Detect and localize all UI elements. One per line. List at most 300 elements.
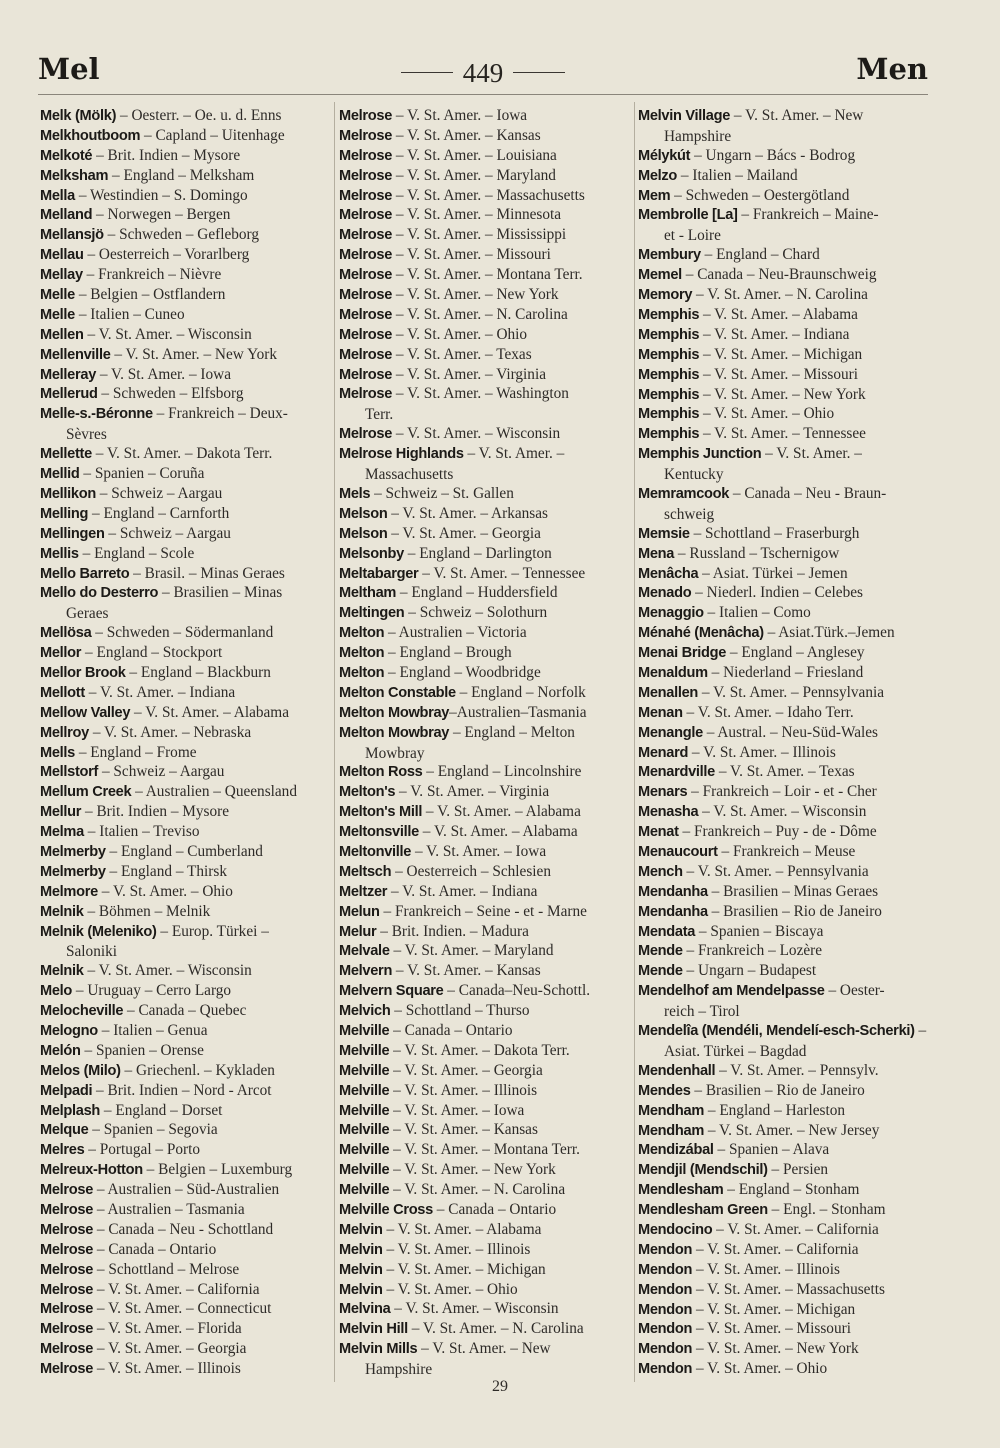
gazetteer-entry: [638, 245, 930, 265]
entry-location: – Frankreich – Loir - et - Cher: [687, 783, 877, 801]
entry-location: –Australien–Tasmania: [449, 703, 587, 721]
gazetteer-entry: [638, 802, 930, 822]
gazetteer-entry: [638, 404, 930, 424]
entry-location: – England – Carnforth: [88, 504, 230, 522]
entry-location: – Brit. Indien. – Madura: [376, 922, 529, 940]
entry-location: – V. St. Amer. – New York: [389, 1161, 556, 1179]
entry-location: – V. St. Amer. – New York: [110, 345, 277, 363]
entry-location: – V. St. Amer. – Wisconsin: [83, 962, 252, 980]
entry-location: – Brasilien – Minas: [158, 584, 283, 602]
gazetteer-entry: [638, 424, 930, 444]
entry-headword: Menâcha: [638, 565, 699, 582]
entry-headword: Melvern Square: [339, 983, 444, 1000]
entry-headword: Mellow Valley: [40, 704, 131, 721]
entry-headword: Mendata: [638, 923, 696, 940]
gazetteer-entry: [40, 743, 328, 763]
entry-headword: Melkhoutboom: [40, 127, 141, 144]
entry-location: – V. St. Amer. – New: [417, 1340, 551, 1358]
entry-location: – V. St. Amer. – Wisconsin: [392, 425, 561, 443]
gazetteer-entry: [339, 663, 632, 683]
entry-location: – Engl. – Stonham: [767, 1201, 886, 1219]
entry-location: – V. St. Amer. – Illinois: [688, 743, 836, 761]
header-left-keyword: Mel: [38, 52, 100, 86]
entry-location: – V. St. Amer. – Alabama: [422, 803, 581, 821]
entry-headword: Mem: [638, 187, 671, 204]
entry-location: – V. St. Amer. – Maryland: [392, 166, 556, 184]
gazetteer-entry: [339, 822, 632, 842]
entry-headword: Melrose: [339, 247, 393, 264]
entry-headword: Melton's Mill: [339, 804, 423, 821]
entry-location: – Ungarn – Budapest: [682, 962, 817, 980]
entry-headword: Menaggio: [638, 605, 704, 622]
gazetteer-entry: [339, 583, 632, 603]
entry-location: – Italien – Mailand: [677, 166, 798, 184]
entry-location: – Niederland – Friesland: [707, 664, 864, 681]
entry-headword: Melrose: [339, 187, 393, 204]
gazetteer-entry: [339, 762, 632, 782]
gazetteer-entry: [638, 723, 930, 743]
entry-continuation: Hampshire: [664, 127, 732, 145]
gazetteer-entry: [40, 1041, 328, 1061]
entry-headword: Mendelîa (Mendéli, Mendelí-esch-Scherki): [638, 1023, 915, 1040]
entry-location: – Spanien – Segovia: [88, 1121, 218, 1139]
entry-location: – Böhmen – Melnik: [83, 902, 211, 920]
entry-headword: Melres: [40, 1142, 85, 1159]
entry-location: – Canada – Ontario: [93, 1240, 217, 1258]
gazetteer-entry: [339, 444, 632, 484]
entry-location: – V. St. Amer. –: [463, 445, 565, 463]
gazetteer-entry: [638, 822, 930, 842]
gazetteer-entry: [40, 623, 328, 643]
gazetteer-entry: [40, 484, 328, 504]
gazetteer-entry: [638, 265, 930, 285]
entry-location: – V. St. Amer. – Michigan: [692, 1300, 856, 1318]
gazetteer-entry: [638, 1180, 930, 1200]
entry-location: – V. St. Amer. – Ohio: [97, 882, 233, 900]
entry-headword: Mendelhof am Mendelpasse: [638, 983, 825, 1000]
entry-headword: Menars: [638, 784, 688, 801]
entry-location: – Russland – Tschernigow: [674, 544, 840, 562]
gazetteer-entry: [40, 265, 328, 285]
entry-headword: Meltzer: [339, 883, 388, 900]
entry-location: – England – Brough: [384, 644, 512, 662]
entry-location: – England – Melksham: [108, 166, 255, 184]
entry-location: – V. St. Amer. – Wisconsin: [390, 1300, 559, 1318]
entry-headword: Melvin: [339, 1221, 383, 1238]
entry-location: – V. St. Amer. – Pennsylv.: [715, 1061, 879, 1079]
entry-headword: Mellau: [40, 247, 84, 264]
entry-location: – V. St. Amer. – Montana Terr.: [389, 1141, 580, 1159]
entry-location: – V. St. Amer. – Wisconsin: [83, 325, 252, 343]
entry-location: – V. St. Amer. – Wisconsin: [698, 803, 867, 821]
entry-location: – Brasil. – Minas Geraes: [129, 564, 285, 582]
gazetteer-entry: [40, 345, 328, 365]
entry-location: – Schweden – Gefleborg: [103, 226, 260, 244]
entry-headword: Melville Cross: [339, 1202, 433, 1219]
entry-headword: Melvin: [339, 1241, 383, 1258]
entry-headword: Melson: [339, 525, 388, 542]
gazetteer-entry: [40, 444, 328, 464]
gazetteer-entry: [339, 504, 632, 524]
gazetteer-entry: [40, 703, 328, 723]
entry-headword: Melrose: [339, 147, 393, 164]
gazetteer-entry: [40, 1061, 328, 1081]
gazetteer-entry: [40, 762, 328, 782]
gazetteer-entry: [40, 365, 328, 385]
entry-headword: Melville: [339, 1062, 390, 1079]
entry-location: – V. St. Amer. – New: [730, 107, 864, 124]
entry-headword: Memphis: [638, 346, 700, 363]
entry-location: – V. St. Amer. – N. Carolina: [392, 305, 568, 323]
gazetteer-entry: [40, 1260, 328, 1280]
gazetteer-entry: [40, 961, 328, 981]
entry-continuation: Asiat. Türkei – Bagdad: [664, 1042, 807, 1060]
gazetteer-entry: [339, 126, 632, 146]
entry-headword: Melma: [40, 824, 84, 841]
entry-location: – Belgien – Ostflandern: [75, 286, 226, 304]
gazetteer-entry: [638, 922, 930, 942]
entry-continuation: Hampshire: [365, 1361, 433, 1379]
entry-location: – V. St. Amer. – Georgia: [389, 1061, 543, 1079]
entries-column-3: [638, 106, 930, 1379]
entry-location: – Spanien – Biscaya: [695, 922, 824, 940]
entry-location: – V. St. Amer. – New Jersey: [704, 1121, 880, 1139]
entry-location: – Belgien – Luxemburg: [142, 1161, 293, 1179]
gazetteer-entry: [40, 583, 328, 623]
gazetteer-entry: [638, 1359, 930, 1379]
gazetteer-entry: [40, 1299, 328, 1319]
gazetteer-entry: [40, 1081, 328, 1101]
gazetteer-entry: [638, 1300, 930, 1320]
entry-location: – England – Scole: [78, 544, 195, 562]
entry-headword: Melvin: [339, 1281, 383, 1298]
entry-location: –: [914, 1022, 927, 1040]
entry-continuation: Massachusetts: [365, 466, 454, 484]
entry-location: – V. St. Amer. – Pennsylvania: [682, 862, 869, 880]
entry-headword: Mendon: [638, 1241, 693, 1258]
entry-headword: Melrose: [339, 426, 393, 443]
entry-headword: Melrose: [339, 326, 393, 343]
entry-headword: Melling: [40, 505, 89, 522]
entry-location: – England – Stockport: [81, 644, 223, 662]
entry-headword: Mellott: [40, 684, 85, 701]
gazetteer-entry: [339, 1280, 632, 1300]
entry-location: – Brasilien – Rio de Janeiro: [707, 902, 882, 920]
gazetteer-entry: [40, 1101, 328, 1121]
entry-headword: Mendham: [638, 1102, 705, 1119]
entry-location: – Italien – Genua: [97, 1022, 208, 1040]
entry-location: – V. St. Amer. – Michigan: [699, 345, 863, 363]
entry-location: – Canada – Neu-Braunschweig: [681, 266, 877, 284]
gazetteer-entry: [339, 166, 632, 186]
gazetteer-entry: [339, 1200, 632, 1220]
gazetteer-entry: [339, 365, 632, 385]
entry-headword: Melton: [339, 664, 385, 681]
gazetteer-entry: [339, 1299, 632, 1319]
entry-headword: Menasha: [638, 804, 699, 821]
entry-headword: Melun: [339, 903, 380, 920]
entry-continuation: Terr.: [365, 406, 394, 424]
entry-headword: Mello Barreto: [40, 565, 130, 582]
entry-headword: Memsie: [638, 525, 690, 542]
gazetteer-entry: [638, 1061, 930, 1081]
entry-location: – V. St. Amer. – Michigan: [382, 1260, 546, 1278]
gazetteer-entry: [339, 524, 632, 544]
entry-headword: Melocheville: [40, 1003, 124, 1020]
gazetteer-entry: [339, 484, 632, 504]
entry-headword: Mellay: [40, 267, 83, 284]
entry-headword: Meltsch: [339, 863, 392, 880]
gazetteer-entry: [40, 544, 328, 564]
entry-continuation: reich – Tirol: [664, 1003, 740, 1021]
entry-location: – V. St. Amer. – California: [93, 1280, 260, 1298]
column-divider: [334, 102, 335, 1382]
entry-headword: Mendes: [638, 1082, 691, 1099]
gazetteer-entry: [40, 782, 328, 802]
gazetteer-entry: [40, 1120, 328, 1140]
gazetteer-entry: [339, 325, 632, 345]
gazetteer-entry: [339, 941, 632, 961]
entry-headword: Mells: [40, 744, 75, 761]
entry-headword: Melrose: [339, 227, 393, 244]
entry-location: – Canada – Ontario: [389, 1022, 513, 1040]
entry-headword: Mendlesham: [638, 1182, 724, 1199]
page-number: 449: [462, 57, 504, 88]
entry-location: – Spanien – Coruña: [79, 465, 205, 483]
gazetteer-entry: [339, 544, 632, 564]
entry-headword: Mendon: [638, 1281, 693, 1298]
gazetteer-entry: [638, 603, 930, 623]
entry-location: – Europ. Türkei –: [156, 922, 269, 940]
gazetteer-entry: [339, 384, 632, 424]
gazetteer-entry: [638, 1280, 930, 1300]
entry-location: – V. St. Amer. – N. Carolina: [407, 1320, 584, 1338]
entry-headword: Melville: [339, 1042, 390, 1059]
entry-headword: Melrose: [339, 346, 393, 363]
entry-headword: Melton Mowbray: [339, 724, 450, 741]
entry-location: – V. St. Amer. – Kansas: [389, 1121, 538, 1139]
gazetteer-entry: [638, 663, 930, 683]
entry-headword: Menat: [638, 824, 679, 841]
entry-headword: Mench: [638, 863, 683, 880]
gazetteer-entry: [40, 663, 328, 683]
entry-headword: Menangle: [638, 724, 703, 741]
entry-headword: Memphis: [638, 406, 700, 423]
gazetteer-entry: [638, 1101, 930, 1121]
entry-headword: Melvina: [339, 1301, 391, 1318]
entry-headword: Melville: [339, 1102, 390, 1119]
entry-location: – Oesterreich – Vorarlberg: [83, 246, 250, 264]
entry-headword: Melzo: [638, 167, 678, 184]
entry-location: – V. St. Amer. – Georgia: [93, 1340, 247, 1358]
gazetteer-entry: [40, 464, 328, 484]
gazetteer-entry: [339, 1061, 632, 1081]
entry-headword: Melreux-Hotton: [40, 1162, 143, 1179]
entry-location: – V. St. Amer. – Kansas: [392, 962, 541, 980]
entry-headword: Mellansjö: [40, 227, 104, 244]
entry-headword: Meltabarger: [339, 565, 419, 582]
entry-headword: Menallen: [638, 684, 699, 701]
entry-headword: Melnik (Meleniko): [40, 923, 157, 940]
entry-location: – V. St. Amer. – Arkansas: [387, 504, 548, 522]
entry-location: – V. St. Amer. – Illinois: [382, 1240, 531, 1258]
gazetteer-entry: [638, 643, 930, 663]
gazetteer-entry: [339, 146, 632, 166]
entry-location: – V. St. Amer. – Alabama: [418, 823, 578, 841]
entry-location: – Brit. Indien – Mysore: [81, 803, 230, 821]
gazetteer-entry: [339, 245, 632, 265]
entry-location: – Schweiz – St. Gallen: [370, 484, 514, 502]
gazetteer-entry: [339, 1101, 632, 1121]
entry-location: – V. St. Amer. – Indiana: [387, 882, 538, 900]
gazetteer-entry: [339, 643, 632, 663]
entry-headword: Menado: [638, 585, 692, 602]
entry-headword: Mella: [40, 187, 75, 204]
entry-location: – V. St. Amer. – Iowa: [389, 1101, 525, 1119]
entry-headword: Melvin Mills: [339, 1341, 418, 1358]
gazetteer-entry: [638, 743, 930, 763]
entry-location: – Ungarn – Bács - Bodrog: [690, 146, 856, 164]
entry-continuation: schweig: [664, 505, 715, 523]
entry-location: – V. St. Amer. – Ohio: [392, 325, 528, 343]
entry-headword: Mellenville: [40, 346, 111, 363]
gazetteer-entry: [40, 305, 328, 325]
entry-headword: Melos (Milo): [40, 1062, 121, 1079]
gazetteer-entry: [638, 1021, 930, 1061]
entry-location: – Australien – Victoria: [384, 624, 527, 642]
entry-headword: Melmerby: [40, 863, 106, 880]
entry-headword: Melnik: [40, 963, 84, 980]
entry-headword: Mendham: [638, 1122, 705, 1139]
entry-headword: Mellid: [40, 466, 80, 483]
gazetteer-entry: [339, 225, 632, 245]
entry-location: – Persien: [767, 1161, 829, 1179]
gazetteer-entry: [40, 683, 328, 703]
entry-location: – V. St. Amer. – New York: [392, 286, 559, 304]
entry-headword: Meltonsville: [339, 824, 419, 841]
entry-headword: Melur: [339, 923, 377, 940]
entry-headword: Mellingen: [40, 525, 105, 542]
entry-location: – V. St. Amer. – N. Carolina: [692, 286, 868, 304]
entries-column-2: [339, 106, 632, 1379]
gazetteer-entry: [638, 365, 930, 385]
gazetteer-entry: [638, 106, 930, 146]
gazetteer-entry: [339, 1081, 632, 1101]
gazetteer-entry: [339, 683, 632, 703]
entry-location: – V. St. Amer. – Georgia: [387, 524, 541, 542]
gazetteer-entry: [638, 285, 930, 305]
entry-location: – V. St. Amer. – New York: [692, 1340, 859, 1358]
gazetteer-entry: [339, 1160, 632, 1180]
entry-headword: Membrolle [La]: [638, 207, 738, 224]
gazetteer-entry: [40, 225, 328, 245]
entry-headword: Melrose: [40, 1341, 94, 1358]
gazetteer-entry: [40, 384, 328, 404]
gazetteer-entry: [339, 1140, 632, 1160]
entry-headword: Melogno: [40, 1023, 98, 1040]
entry-location: – Griechenl. – Kykladen: [120, 1061, 275, 1079]
gazetteer-entry: [339, 981, 632, 1001]
entry-location: – V. St. Amer. – Iowa: [96, 365, 232, 383]
gazetteer-entry: [638, 703, 930, 723]
entry-headword: Mels: [339, 485, 371, 502]
entry-location: – England – Huddersfield: [396, 584, 558, 602]
gazetteer-entry: [638, 444, 930, 484]
entry-headword: Mellösa: [40, 625, 92, 642]
entry-headword: Melnik: [40, 903, 84, 920]
gazetteer-entry: [40, 205, 328, 225]
gazetteer-entry: [638, 146, 930, 166]
entry-location: – V. St. Amer. – Mississippi: [392, 226, 567, 244]
entry-headword: Melpadi: [40, 1082, 93, 1099]
entry-location: – V. St. Amer. – Dakota Terr.: [389, 1041, 570, 1059]
entry-headword: Memphis: [638, 306, 700, 323]
entry-continuation: Saloniki: [66, 943, 117, 961]
entry-headword: Melrose: [40, 1361, 94, 1378]
gazetteer-entry: [40, 1240, 328, 1260]
entry-location: – V. St. Amer. – Washington: [392, 385, 569, 403]
gazetteer-entry: [339, 1319, 632, 1339]
entry-location: – Brasilien – Rio de Janeiro: [690, 1081, 865, 1099]
entry-location: – V. St. Amer. – Illinois: [93, 1360, 241, 1378]
entry-headword: Melvern: [339, 963, 393, 980]
entry-location: – Schweden – Södermanland: [91, 624, 274, 642]
entry-headword: Melrose: [40, 1241, 94, 1258]
gazetteer-entry: [638, 1200, 930, 1220]
header-dash-right: [513, 72, 565, 73]
gazetteer-entry: [339, 1021, 632, 1041]
gazetteer-entry: [40, 245, 328, 265]
gazetteer-entry: [638, 544, 930, 564]
gazetteer-entry: [339, 802, 632, 822]
gazetteer-entry: [40, 1200, 328, 1220]
gazetteer-entry: [638, 345, 930, 365]
entry-headword: Melrose: [339, 127, 393, 144]
entry-headword: Melvin: [339, 1261, 383, 1278]
entry-location: – Portugal – Porto: [84, 1141, 201, 1159]
gazetteer-entry: [339, 1240, 632, 1260]
entry-location: – Canada–Neu-Schottl.: [443, 982, 591, 1000]
entry-location: – Austral. – Neu-Süd-Wales: [702, 723, 878, 741]
gazetteer-entry: [638, 782, 930, 802]
entry-location: – Schottland – Fraserburgh: [689, 524, 860, 542]
gazetteer-entry: [40, 882, 328, 902]
gazetteer-entry: [339, 603, 632, 623]
gazetteer-entry: [638, 1339, 930, 1359]
entry-location: – Schottland – Melrose: [93, 1260, 240, 1278]
entry-headword: Mélykút: [638, 147, 691, 164]
entry-location: – V. St. Amer. –: [761, 445, 862, 463]
entry-location: – V. St. Amer. – Massachusetts: [692, 1280, 885, 1298]
entry-headword: Melrose: [339, 306, 393, 323]
entry-headword: Mendanha: [638, 903, 708, 920]
entry-headword: Melville: [339, 1142, 390, 1159]
entry-location: – V. St. Amer. – California: [712, 1220, 879, 1238]
entry-headword: Melville: [339, 1023, 390, 1040]
entry-location: – V. St. Amer. – Tennessee: [699, 425, 866, 443]
entry-location: – V. St. Amer. – Massachusetts: [392, 186, 585, 204]
gazetteer-entry: [339, 205, 632, 225]
gazetteer-entry: [638, 205, 930, 245]
entry-location: – V. St. Amer. – Indiana: [84, 683, 236, 701]
entry-location: – Frankreich – Nièvre: [82, 266, 222, 284]
entry-continuation: Sèvres: [66, 426, 107, 444]
entry-headword: Melle: [40, 287, 75, 304]
entry-headword: Melrose: [339, 287, 393, 304]
gazetteer-entry: [638, 564, 930, 584]
entry-location: – Canada – Ontario: [432, 1201, 557, 1219]
entry-headword: Melk (Mölk): [40, 108, 117, 124]
